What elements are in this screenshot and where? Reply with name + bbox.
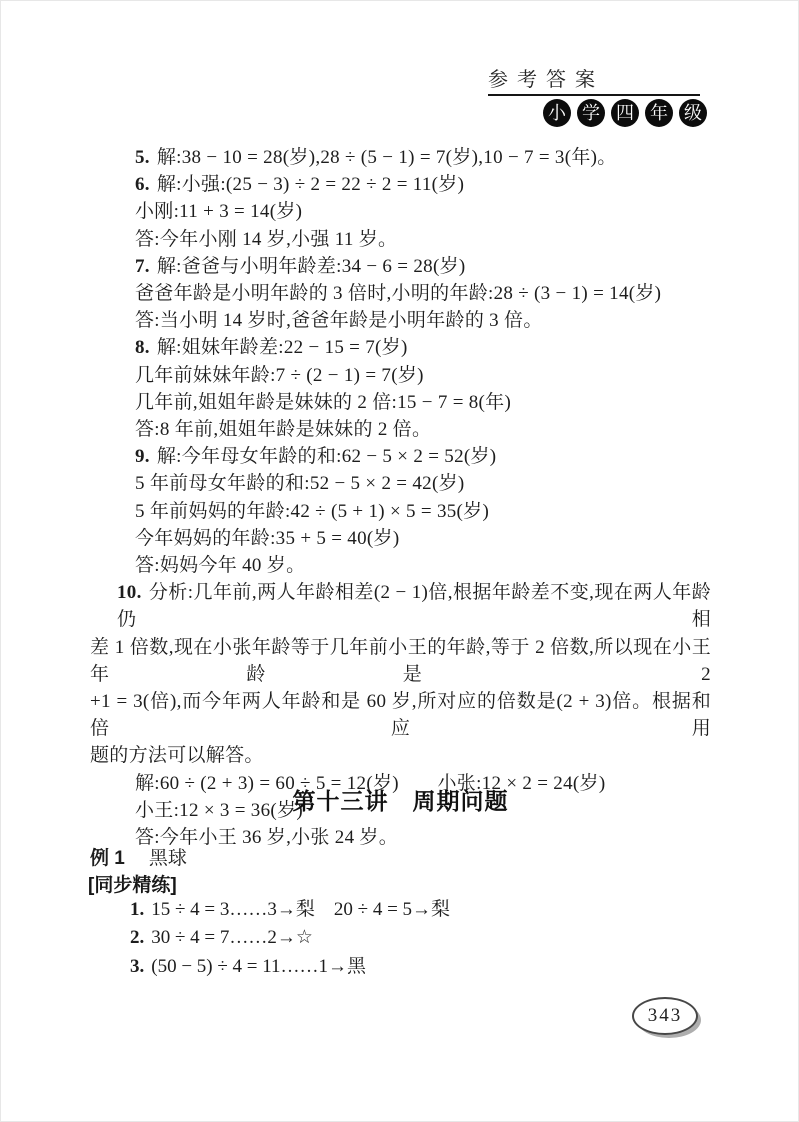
answer-line-text: 小刚:11 + 3 = 14(岁): [135, 201, 303, 223]
answer-line-text: 爸爸年龄是小明年龄的 3 倍时,小明的年龄:28 ÷ (3 − 1) = 14(岁): [135, 283, 662, 305]
answer-line: [90, 498, 711, 525]
answer-line: [90, 253, 711, 280]
answer-line: [90, 742, 711, 769]
answer-line-text: 5 年前母女年龄的和:52 − 5 × 2 = 42(岁): [135, 473, 465, 495]
answer-line-text: 答:今年小刚 14 岁,小强 11 岁。: [135, 228, 398, 250]
answer-line-text: 解:姐妹年龄差:22 − 15 = 7(岁): [156, 337, 408, 359]
page-number-badge: [632, 997, 698, 1035]
answer-line-number: 8.: [135, 337, 150, 359]
section-heading: 第十三讲 周期问题: [292, 788, 509, 814]
answer-line: [90, 416, 711, 443]
answer-line-text: 答:妈妈今年 40 岁。: [135, 555, 306, 577]
example-label: 例 1: [90, 848, 125, 869]
answer-line-text: 今年妈妈的年龄:35 + 5 = 40(岁): [135, 527, 400, 549]
practice-item-text: (50 − 5) ÷ 4 = 11……1→黑: [151, 955, 367, 977]
answer-line-number: 6.: [135, 174, 150, 196]
answer-line-text: 几年前,姐姐年龄是妹妹的 2 倍:15 − 7 = 8(年): [135, 391, 512, 413]
answer-line: [90, 443, 711, 470]
answer-line-number: 9.: [135, 446, 150, 468]
practice-items: [90, 896, 711, 981]
grade-badge: 四: [611, 99, 639, 127]
practice-item-text: 15 ÷ 4 = 3……3→梨 20 ÷ 4 = 5→梨: [151, 899, 451, 920]
practice-item-number: 1.: [130, 899, 145, 920]
answer-line-text: 解:爸爸与小明年龄差:34 − 6 = 28(岁): [156, 255, 466, 277]
answer-line: [90, 226, 711, 253]
answer-line: [90, 579, 711, 633]
grade-badge: 级: [679, 99, 707, 127]
grade-badge: 小: [543, 99, 571, 127]
answer-line-text: 解:今年母女年龄的和:62 − 5 × 2 = 52(岁): [156, 446, 497, 468]
grade-badges: [543, 99, 707, 127]
grade-badge: 年: [645, 99, 673, 127]
answer-line-number: 7.: [135, 255, 150, 277]
example-row: [90, 845, 187, 873]
practice-item-text: 30 ÷ 4 = 7……2→☆: [151, 927, 313, 949]
answer-line: [90, 389, 711, 416]
answer-line: [90, 280, 711, 307]
practice-item: [90, 924, 711, 952]
practice-heading: [同步精练]: [88, 875, 177, 896]
answer-line-text: 解:小强:(25 − 3) ÷ 2 = 22 ÷ 2 = 11(岁): [156, 174, 465, 196]
answer-line-text: 5 年前妈妈的年龄:42 ÷ (5 + 1) × 5 = 35(岁): [135, 500, 490, 522]
answer-line-text: 分析:几年前,两人年龄相差(2 − 1)倍,根据年龄差不变,现在两人年龄仍相: [117, 582, 711, 631]
answer-line: [90, 307, 711, 334]
answer-line-text: 答:今年小王 36 岁,小张 24 岁。: [135, 827, 399, 849]
answer-line: [90, 688, 711, 742]
answer-line: [90, 144, 711, 171]
answer-line-number: 10.: [117, 582, 142, 604]
answer-line: [90, 171, 711, 198]
answer-line: [90, 634, 711, 688]
answer-line-text: 几年前妹妹年龄:7 ÷ (2 − 1) = 7(岁): [135, 364, 424, 386]
page-number: 343: [647, 1005, 683, 1026]
answer-line-text: 解:60 ÷ (2 + 3) = 60 ÷ 5 = 12(岁) 小张:12 × 2 = 24(岁): [135, 772, 606, 794]
answer-line: [90, 198, 711, 225]
answer-line-text: +1 = 3(倍),而今年两人年龄和是 60 岁,所对应的倍数是(2 + 3)倍。根据和倍应用: [90, 691, 711, 740]
answer-line-number: 5.: [135, 147, 150, 168]
answer-line-text: 解:38 − 10 = 28(岁),28 ÷ (5 − 1) = 7(岁),10 − 7 = 3(年)。: [156, 147, 617, 168]
practice-item: [90, 953, 711, 981]
answer-line-text: 答:当小明 14 岁时,爸爸年龄是小明年龄的 3 倍。: [135, 310, 543, 332]
answer-line: [90, 552, 711, 579]
answer-line: [90, 362, 711, 389]
answer-line-text: 小王:12 × 3 = 36(岁): [135, 799, 303, 821]
answer-line: [90, 334, 711, 361]
answer-line: [90, 470, 711, 497]
practice-item-number: 3.: [130, 955, 145, 977]
answers-section: [90, 144, 711, 851]
answer-line-text: 答:8 年前,姐姐年龄是妹妹的 2 倍。: [135, 419, 432, 441]
answer-line: [90, 525, 711, 552]
practice-item: [90, 896, 711, 924]
grade-badge: 学: [577, 99, 605, 127]
answer-line-text: 题的方法可以解答。: [90, 745, 264, 767]
example-title: 黑球: [148, 848, 187, 869]
header-title: 参考答案: [488, 69, 604, 91]
header-rule: [488, 94, 700, 96]
practice-item-number: 2.: [130, 927, 145, 949]
answer-line-text: 差 1 倍数,现在小张年龄等于几年前小王的年龄,等于 2 倍数,所以现在小王年龄是 2: [90, 636, 711, 685]
